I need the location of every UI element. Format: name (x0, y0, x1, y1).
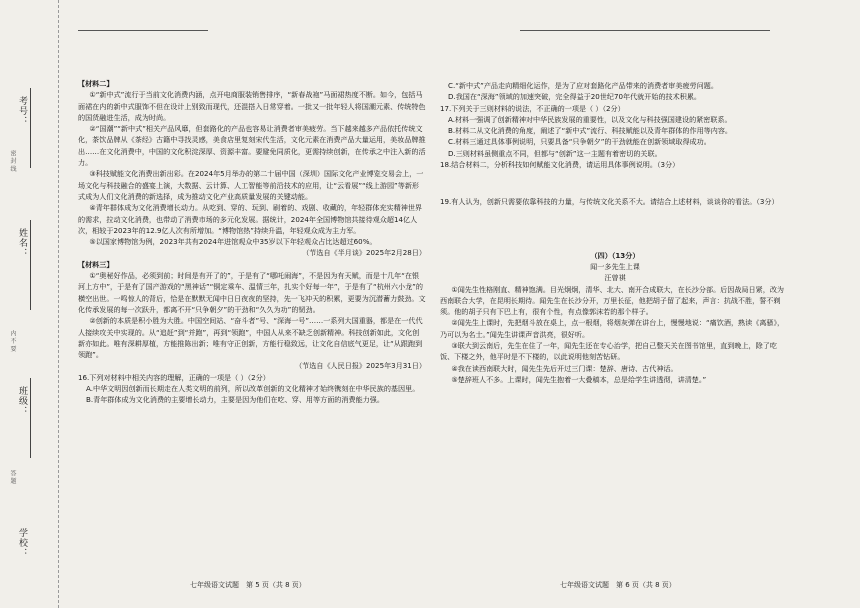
margin-line (30, 88, 31, 168)
paragraph: ③联大到云南后，先生在住了一年，闻先生还在专心治学，把自己整天关在图书馆里，直到晚上，除了吃饭、下楼之外，他平时是不下楼的，以此说明他刻苦钻研。 (440, 341, 777, 362)
seal-line-text: 密 封 线 (9, 150, 16, 172)
paragraph: ④我在读西南联大时，闻先生先后开过三门课：楚辞、唐诗、古代神话。 (451, 363, 678, 373)
paragraph: ①“新中式”流行于当前文化消费内涵，点开电商服装销售排序，“新春战袍”马面裙热度不断。如今，包括马面裙在内的新中式服饰不但在设计上别致而现代，还混搭入日常穿着。一批又一批年轻人将国潮元素、传统特色的国货融进生活，成为时尚。 (78, 90, 426, 122)
margin-label-class: 班级： (17, 386, 27, 416)
top-rule (520, 30, 770, 31)
paragraph: ②创新的本质是积小胜为大胜。中国空间站、“奋斗者”号、“深海一号”……一系列大国重器，都是在一代代人接续攻关中实现的。从“追赶”到“并跑”，再到“领跑”，中国人从来不缺乏创新精神。科技创新如此，文化创新亦如此。唯有深耕厚植，方能推陈出新；唯有守正创新，方能行稳致远，让文化自信底气更足，让“从跟跑到领跑”。 (78, 316, 423, 360)
margin-label-name: 姓名： (17, 228, 27, 258)
option-c[interactable]: C.“新中式”产品走向精细化运作，是为了应对套路化产品带来的消费者审美疲劳问题。 (448, 81, 718, 90)
paragraph: ⑤楚辞班人不多。上课时，闻先生抱着一大叠稿本，总是给学生讲透彻，讲清楚。” (451, 374, 707, 384)
option-a[interactable]: A.中华文明因创新而长期走在人类文明的前列，所以改革创新的文化精神才始终镌刻在中华民族的基因里。 (86, 384, 420, 394)
option-c[interactable]: C.材料三通过具体事例说明，只要具备“只争朝夕”的干劲就能在创新领域取得成功。 (448, 137, 711, 147)
top-rule (78, 30, 208, 31)
paragraph: ②闻先生上课时，先把烟斗放在桌上，点一根烟，将烟灰弹在讲台上，慢慢地说：“痛饮酒，熟读《离骚》，乃可以为名士。”闻先生讲课声音洪亮，很好听。 (440, 318, 785, 339)
option-b[interactable]: B.青年群体成为文化消费的主要增长动力，主要是因为他们在吃、穿、用等方面的消费能力强。 (86, 395, 384, 405)
material-3-heading: 【材料三】 (78, 259, 114, 269)
source-note: （节选自《半月谈》2025年2月28日） (302, 248, 426, 258)
paragraph: ④青年群体成为文化消费增长动力。从吃到、穿的、玩到、刷着的、戏剧、收藏的，年轻群体充实精神世界的需求，拉动文化消费，也带动了消费市场的多元化发展。据统计，2024年全国博物馆共接待观众超14亿人次，相较于2023年的12.9亿人次有所增加。“博物馆热”持续升温，年轻观众成为主力军。 (78, 203, 423, 235)
seal-line-text: 内 不 要 (9, 330, 16, 352)
option-d[interactable]: D.三则材料虽侧重点不同，但都与“创新”这一主题有着密切的关联。 (448, 148, 662, 158)
paragraph: ①“奥秘好作品，必须到前；时间是有开了的”，于是有了“哪吒闹海”，不是因为有天赋，而是十几年“在银河上方中”，于是有了国产游戏的“黑神话”“铜定乘车、温情三年，扎实个好每一年”，于是有了“杭州六小龙”的横空出世。一鸣惊人的背后，恰是在默默无闻中日日夜夜的坚持，先一飞冲天的积累，更要为沉潜蓄力鼓劲。文化传承发展的每一次跃升，都离不开“只争朝夕”的干劲和“久久为功”的韧劲。 (78, 271, 426, 314)
margin-line (30, 378, 31, 458)
question-17: 17.下列关于三则材料的说法，不正确的一项是（ ）（2分） (440, 103, 625, 113)
left-page (78, 78, 426, 406)
paragraph: ⑤以国家博物馆为例，2023年共有2024年进馆观众中35岁以下年轻观众占比达超过60%。 (89, 237, 377, 247)
option-a[interactable]: A.材料一强调了创新精神对中华民族发展的重要性，以及文化与科技强国建设的紧密联系。 (448, 114, 732, 124)
paragraph: ③科技赋能文化消费出新出彩。在2024年5月举办的第二十届中国（深圳）国际文化产业博览交易会上，一场文化与科技融合的盛宴上演，大数据、云计算、人工智能等前沿技术的应用，让“云看展”“线上游园”等新形式成为人们文化消费的新选择，成为推动文化产业高质量发展的关键动能。 (78, 169, 424, 201)
margin-label-school: 学校： (17, 528, 27, 558)
margin-label-exam-no: 考号： (17, 96, 27, 126)
option-d[interactable]: D.我国在“深海”领域的加速突破，完全得益于20世纪70年代就开始的技术积累。 (448, 92, 702, 102)
question-19: 19.有人认为，创新只需要依靠科技的力量，与传统文化关系不大。请结合上述材料，谈谈你的看法。（3分） (440, 197, 779, 207)
paragraph: ②“国潮”“新中式”相关产品风靡，但套路化的产品也容易让消费者审美疲劳。当下越来越多产品依托传统文化，茶饮品牌从《茶经》古籍中寻找灵感，美食店里复刻宋代生活，文化元素在消费产品大量运用，美妆品牌推出……在文化消费中，中国的文化积淀深厚、资源丰富。要避免同质化，更需持续创新，在传承之中注入新的活力。 (78, 124, 426, 168)
option-b[interactable]: B.材料二从文化消费的角度，阐述了“新中式”流行、科技赋能以及青年群体的作用等内容。 (448, 126, 733, 136)
material-2-heading: 【材料二】 (78, 79, 114, 88)
seal-line-text: 答 题 (9, 470, 16, 484)
binding-margin (0, 0, 59, 608)
article-title: 闻一多先生上课 (590, 261, 640, 271)
section-4-heading: （四）（13分） (590, 250, 640, 260)
margin-line (30, 220, 31, 310)
source-note: （节选自《人民日报》2025年3月31日） (295, 361, 426, 371)
page-footer-right: 七年级语文试题 第 6 页（共 8 页） (560, 581, 676, 589)
question-16: 16.下列对材料中相关内容的理解，正确的一项是（ ）（2分） (78, 372, 270, 382)
question-18: 18.结合材料二，分析科技如何赋能文化消费，请运用具体事例说明。（3分） (440, 160, 680, 170)
article-author: 汪曾祺 (604, 273, 626, 283)
right-page (440, 80, 790, 385)
paragraph: ①闻先生性格刚直、精神饱满。目光炯炯，清华、北大、南开合成联大，在长沙分部。后因战局日紧，改为西南联合大学，在昆明长期待。闻先生在长沙分开，万里长征，他把胡子留了起来，声言：抗战不胜，誓不剃须。他的胡子只有下巴上有，很有个性，有点像郭沫若的那个样子。 (440, 284, 785, 317)
page-footer-left: 七年级语文试题 第 5 页（共 8 页） (190, 581, 306, 589)
